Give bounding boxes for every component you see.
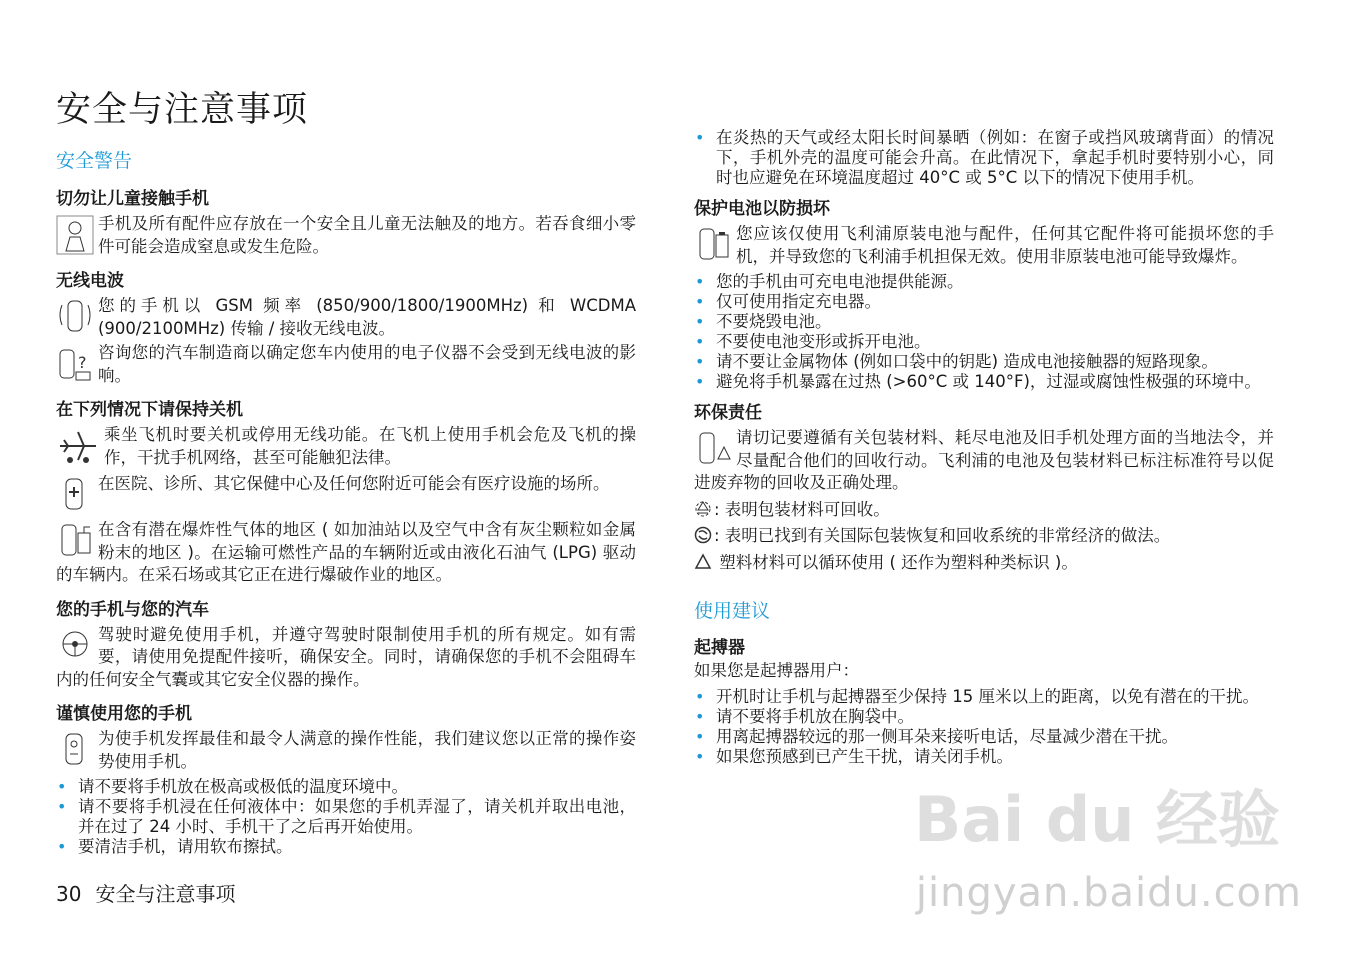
child-icon [56,215,94,255]
symbol-text-3: 塑料材料可以循环使用 ( 还作为塑料种类标识 )。 [714,552,1078,572]
list-item: • 不要使电池变形或拆开电池。 [694,332,1274,352]
page-number: 30 [56,882,82,906]
list-item: • 开机时让手机与起搏器至少保持 15 厘米以上的距离，以免有潜在的干扰。 [694,687,1274,707]
svg-text:?: ? [78,353,87,372]
watermark-logo: Bai du 经验 [913,783,1280,856]
care-list [56,777,636,857]
list-item: • 不要烧毁电池。 [694,312,1274,332]
text-car: 驾驶时避免使用手机，并遵守驾驶时限制使用手机的所有规定。如有需要，请使用免提配件接听，确保安全。同时，请确保您的手机不会阻碍车内的任何安全气囊或其它安全仪器的操作。 [56,624,636,689]
footer-title: 安全与注意事项 [95,882,236,906]
list-item: • 请不要将手机放在极高或极低的温度环境中。 [56,777,636,797]
heading-power-off: 在下列情况下请保持关机 [56,400,243,420]
battery-icon [694,225,732,265]
plastic-recycle-icon [694,553,712,571]
fuel-icon [56,521,94,561]
text-off-2: 在医院、诊所、其它保健中心及任何您附近可能会有医疗设施的场所。 [98,474,610,493]
heading-car: 您的手机与您的汽车 [56,599,209,620]
medical-icon [56,475,94,515]
text-battery: 您应该仅使用飞利浦原装电池与配件，任何其它配件将可能损坏您的手机，并导致您的飞利浦手机担保无效。使用非原装电池可能导致爆炸。 [736,224,1274,266]
symbol-line-1 [694,499,1274,522]
symbol-line-3 [694,552,1274,575]
text-care: 为使手机发挥最佳和最令人满意的操作性能，我们建议您以正常的操作姿势使用手机。 [98,729,636,771]
heat-list [694,128,1274,188]
symbol-line-2 [694,525,1274,548]
phone-care-icon [56,730,94,770]
page-footer [56,878,235,907]
section-heading-advice: 使用建议 [694,600,771,622]
text-pacemaker-intro: 如果您是起搏器用户： [694,661,859,680]
car-question-icon [56,344,94,384]
symbol-text-2: : 表明已找到有关国际包装恢复和回收系统的非常经济的做法。 [714,526,1171,545]
list-item: • 如果您预感到已产生干扰，请关闭手机。 [694,747,1274,767]
heading-pacemaker: 起搏器 [694,638,745,658]
text-radio-2: 咨询您的汽车制造商以确定您车内使用的电子仪器不会受到无线电波的影响。 [98,343,636,385]
recycle-icon [694,500,712,518]
phone-waves-icon [56,297,94,337]
section-heading-safety: 安全警告 [56,150,133,172]
page-title: 安全与注意事项 [56,90,309,130]
symbol-text-1: : 表明包装材料可回收。 [714,499,890,519]
driving-icon [56,626,94,666]
heading-environment: 环保责任 [694,403,762,423]
text-children: 手机及所有配件应存放在一个安全且儿童无法触及的地方。若吞食细小零件可能会造成窒息或发生危险。 [98,214,636,256]
list-item: • 请不要将手机浸在任何液体中：如果您的手机弄湿了，请关机并取出电池，并在过了 24 小时、手机干了之后再开始使用。 [56,797,636,837]
text-environment: 请切记要遵循有关包装材料、耗尽电池及旧手机处理方面的当地法令，并尽量配合他们的回收行动。飞利浦的电池及包装材料已标注标准符号以促进废弃物的回收及正确处理。 [694,428,1274,492]
heading-children: 切勿让儿童接触手机 [56,189,209,209]
list-item: • 要清洁手机，请用软布擦拭。 [56,837,636,857]
text-radio-1: 您的手机以 GSM 频率 (850/900/1800/1900MHz) 和 WCDMA (900/2100MHz) 传输 / 接收无线电波。 [98,296,636,338]
list-item: • 用离起搏器较远的那一侧耳朵来接听电话，尽量减少潜在干扰。 [694,727,1274,747]
text-off-3: 在含有潜在爆炸性气体的地区 ( 如加油站以及空气中含有灰尘颗粒如金属粉末的地区 )。在运输可燃性产品的车辆附近或由液化石油气 (LPG) 驱动的车辆内。在采石场或其它正在进行爆破作业的地区。 [56,520,636,584]
list-item: • 避免将手机暴露在过热 (>60°C 或 140°F)，过湿或腐蚀性极强的环境中。 [694,372,1274,392]
pacemaker-list [694,687,1274,767]
list-item: • 您的手机由可充电电池提供能源。 [694,272,1274,292]
heading-battery: 保护电池以防损坏 [694,199,830,219]
list-item: • 在炎热的天气或经太阳长时间暴晒（例如：在窗子或挡风玻璃背面）的情况下，手机外壳的温度可能会升高。在此情况下，拿起手机时要特别小心，同时也应避免在环境温度超过 40°C 或 5°C 以下的情况下使用手机。 [694,128,1274,188]
text-off-1: 乘坐飞机时要关机或停用无线功能。在飞机上使用手机会危及飞机的操作，干扰手机网络，甚至可能触犯法律。 [104,425,636,467]
list-item: • 请不要将手机放在胸袋中。 [694,707,1274,727]
heading-radio: 无线电波 [56,271,124,291]
list-item: • 仅可使用指定充电器。 [694,292,1274,312]
watermark-url: jingyan.baidu.com [915,870,1302,916]
battery-list [694,272,1274,392]
safety-warning-section [56,146,636,857]
heading-care: 谨慎使用您的手机 [56,704,192,724]
list-item: • 请不要让金属物体 (例如口袋中的钥匙) 造成电池接触器的短路现象。 [694,352,1274,372]
airplane-icon [56,426,100,466]
green-dot-icon [694,526,712,544]
recycle-env-icon [694,429,732,469]
